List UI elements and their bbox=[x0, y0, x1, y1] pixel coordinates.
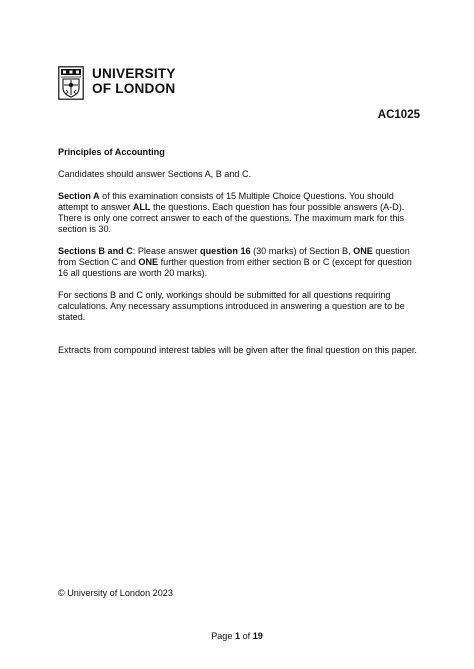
section-a-paragraph bbox=[58, 191, 420, 235]
footer-page-current: 1 bbox=[234, 631, 241, 641]
footer-page-word: Page bbox=[211, 631, 233, 641]
exam-code: AC1025 bbox=[377, 109, 420, 121]
workings-paragraph: For sections B and C only, workings should be submitted for all questions requiring calculations. Any necessary assumptions introduced in answering a question are to be stated. bbox=[58, 290, 405, 322]
section-a-text-2: the questions. Each question has four possible answers (A-D). There is only one correct answer to each of the questions. The maximum mark for this section is 30. bbox=[58, 202, 405, 234]
section-bc-text-4: further question from either section B or C (except for question 16 all questions are worth 20 marks). bbox=[58, 257, 412, 278]
section-bc-paragraph bbox=[58, 246, 420, 279]
logo-line-university: UNIVERSITY bbox=[92, 66, 176, 81]
spacer bbox=[58, 334, 420, 345]
section-a-text-1: of this examination consists of 15 Multiple Choice Questions. You should attempt to answer bbox=[58, 191, 394, 212]
footer-page-total: 19 bbox=[252, 631, 263, 641]
section-a-lead: Section A bbox=[58, 191, 100, 201]
intro-paragraph: Candidates should answer Sections A, B and C. bbox=[58, 169, 252, 179]
section-bc-question-16: question 16 bbox=[200, 246, 251, 256]
instructions-body bbox=[58, 147, 420, 367]
page-footer bbox=[0, 631, 474, 641]
section-bc-text-2: (30 marks) of Section B, bbox=[250, 246, 354, 256]
course-title: Principles of Accounting bbox=[58, 147, 165, 157]
logo-line-of-london: OF LONDON bbox=[92, 81, 176, 96]
footer-of-word: of bbox=[242, 631, 251, 641]
tables-note-paragraph: Extracts from compound interest tables will be given after the final question on this paper. bbox=[58, 345, 417, 355]
section-a-all: ALL bbox=[132, 202, 151, 212]
section-bc-one-1: ONE bbox=[353, 246, 373, 256]
section-bc-text-3: question from Section C and bbox=[58, 246, 410, 267]
section-bc-text-1: : Please answer bbox=[132, 246, 201, 256]
copyright-notice: © University of London 2023 bbox=[58, 588, 173, 598]
logo-wordmark bbox=[92, 66, 176, 96]
university-crest-icon bbox=[58, 66, 84, 100]
university-logo bbox=[58, 66, 176, 100]
section-bc-lead: Sections B and C bbox=[58, 246, 133, 256]
section-bc-one-2: ONE bbox=[138, 257, 159, 267]
